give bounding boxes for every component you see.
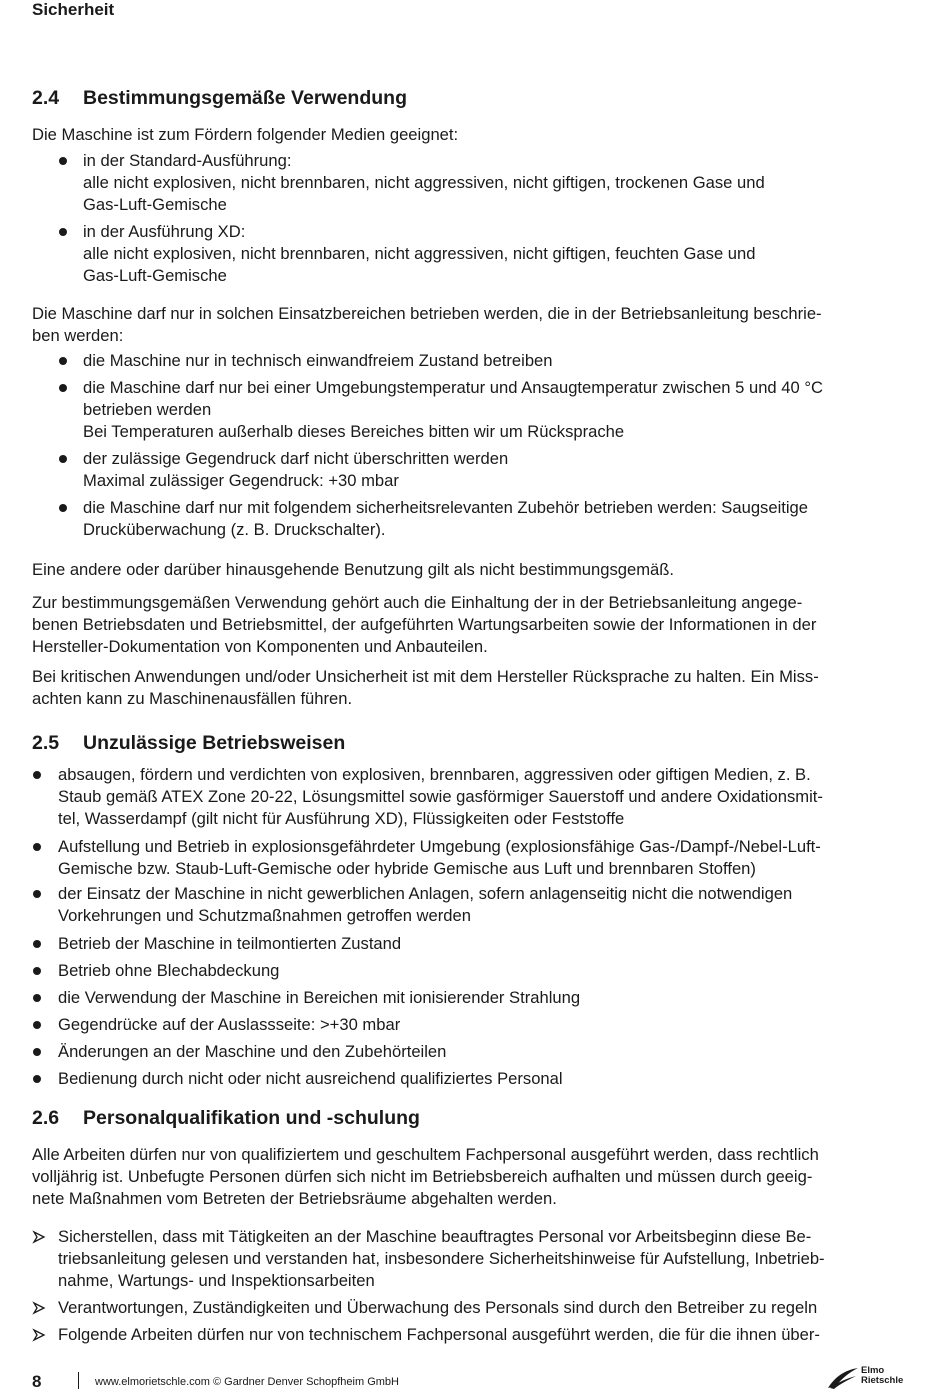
footer-divider	[78, 1372, 79, 1389]
section-number: 2.4	[32, 87, 60, 109]
paragraph: Alle Arbeiten dürfen nur von qualifiziertem und geschultem Fachpersonal ausgeführt werden, dass rechtlich volljährig ist. Unbefugte Personen dürfen sich nicht im Betriebsbereich aufhalten und müssen durch geeig- nete Maßnahmen vom Betreten der Betriebsräume abgehalten werden.	[32, 1145, 819, 1208]
bullet-icon	[33, 843, 41, 851]
bullet-icon	[33, 890, 41, 898]
paragraph: Die Maschine ist zum Fördern folgender Medien geeignet:	[32, 125, 459, 144]
bullet-icon	[33, 1021, 41, 1029]
section-title: Personalqualifikation und -schulung	[83, 1107, 420, 1129]
list-item: Bedienung durch nicht oder nicht ausreichend qualifiziertes Personal	[58, 1069, 563, 1088]
paragraph: Die Maschine darf nur in solchen Einsatzbereichen betrieben werden, die in der Betriebsanleitung beschrie- ben werden:	[32, 304, 822, 345]
bullet-icon	[59, 228, 67, 236]
section-title: Unzulässige Betriebsweisen	[83, 732, 346, 754]
page-number: 8	[32, 1372, 42, 1391]
arrow-bullet-icon	[32, 1328, 46, 1342]
bullet-icon	[59, 455, 67, 463]
list-item: absaugen, fördern und verdichten von explosiven, brennbaren, aggressiven oder giftigen Medien, z. B. Staub gemäß ATEX Zone 20-22, Lösungsmittel sowie gasförmiger Sauerstoff und andere Oxidationsmit- tel, Wasserdampf (gilt nicht für Ausführung XD), Flüssigkeiten oder Feststoffe	[58, 765, 823, 828]
paragraph: Zur bestimmungsgemäßen Verwendung gehört auch die Einhaltung der in der Betriebsanleitung angege- benen Betriebsdaten und Betriebsmittel, der aufgeführten Wartungsarbeiten sowie der Informationen in der Hersteller-Dokumentation von Komponenten und Anbauteilen.	[32, 593, 817, 656]
section-title: Bestimmungsgemäße Verwendung	[83, 87, 407, 109]
list-item: der Einsatz der Maschine in nicht gewerblichen Anlagen, sofern anlagenseitig nicht die notwendigen Vorkehrungen und Schutzmaßnahmen getroffen werden	[58, 884, 793, 925]
section-heading-2-4	[32, 86, 407, 110]
arrow-bullet-icon	[32, 1230, 46, 1244]
bullet-icon	[33, 771, 41, 779]
bullet-icon	[33, 967, 41, 975]
list-item: die Maschine darf nur bei einer Umgebungstemperatur und Ansaugtemperatur zwischen 5 und 40 °C betrieben werden Bei Temperaturen außerhalb dieses Bereiches bitten wir um Rücksprache	[83, 378, 823, 441]
logo-text: Elmo Rietschle	[861, 1365, 904, 1386]
bullet-icon	[33, 1075, 41, 1083]
list-item: Verantwortungen, Zuständigkeiten und Überwachung des Personals sind durch den Betreiber zu regeln	[58, 1298, 818, 1317]
paragraph: Eine andere oder darüber hinausgehende Benutzung gilt als nicht bestimmungsgemäß.	[32, 560, 675, 579]
bullet-icon	[33, 1048, 41, 1056]
bullet-icon	[59, 384, 67, 392]
list-item: die Maschine nur in technisch einwandfreiem Zustand betreiben	[83, 351, 553, 370]
list-item: Aufstellung und Betrieb in explosionsgefährdeter Umgebung (explosionsfähige Gas-/Dampf-/Nebel-Luft- Gemische bzw. Staub-Luft-Gemische oder hybride Gemische aus Luft und brennbaren Stoffen)	[58, 837, 821, 878]
section-number: 2.5	[32, 732, 60, 754]
bullet-icon	[33, 940, 41, 948]
section-number: 2.6	[32, 1107, 60, 1129]
list-item: Sicherstellen, dass mit Tätigkeiten an der Maschine beauftragtes Personal vor Arbeitsbeginn diese Be- triebsanleitung gelesen und verstanden hat, insbesondere Sicherheitshinweise für Aufstellung, Inbetrieb- nahme, Wartungs- und Inspektionsarbeiten	[58, 1227, 825, 1290]
list-item: Betrieb der Maschine in teilmontierten Zustand	[58, 934, 402, 953]
list-item: Änderungen an der Maschine und den Zubehörteilen	[58, 1042, 447, 1061]
list-item: die Verwendung der Maschine in Bereichen mit ionisierender Strahlung	[58, 988, 581, 1007]
bullet-icon	[59, 157, 67, 165]
list-item: Gegendrücke auf der Auslassseite: >+30 mbar	[58, 1015, 401, 1034]
running-header: Sicherheit	[32, 0, 115, 19]
list-item: in der Ausführung XD: alle nicht explosiven, nicht brennbaren, nicht aggressiven, nicht giftigen, feuchten Gase und Gas-Luft-Gemische	[83, 222, 756, 285]
list-item: Folgende Arbeiten dürfen nur von technischem Fachpersonal ausgeführt werden, die für die ihnen über-	[58, 1325, 820, 1344]
elmo-rietschle-logo	[826, 1366, 916, 1390]
list-item: in der Standard-Ausführung: alle nicht explosiven, nicht brennbaren, nicht aggressiven, nicht giftigen, trockenen Gase und Gas-Luft-Gemische	[83, 151, 765, 214]
arrow-bullet-icon	[32, 1301, 46, 1315]
footer-text: www.elmorietschle.com © Gardner Denver Schopfheim GmbH	[95, 1376, 399, 1388]
bullet-icon	[59, 357, 67, 365]
list-item: der zulässige Gegendruck darf nicht überschritten werden Maximal zulässiger Gegendruck: +30 mbar	[83, 449, 509, 490]
section-heading-2-5	[32, 731, 345, 755]
bullet-icon	[59, 504, 67, 512]
bullet-icon	[33, 994, 41, 1002]
section-heading-2-6	[32, 1106, 420, 1130]
list-item: Betrieb ohne Blechabdeckung	[58, 961, 280, 980]
paragraph: Bei kritischen Anwendungen und/oder Unsicherheit ist mit dem Hersteller Rücksprache zu halten. Ein Miss- achten kann zu Maschinenausfällen führen.	[32, 667, 819, 708]
swoosh-icon	[826, 1366, 860, 1390]
list-item: die Maschine darf nur mit folgendem sicherheitsrelevanten Zubehör betrieben werden: Saugseitige Drucküberwachung (z. B. Druckschalter).	[83, 498, 809, 539]
